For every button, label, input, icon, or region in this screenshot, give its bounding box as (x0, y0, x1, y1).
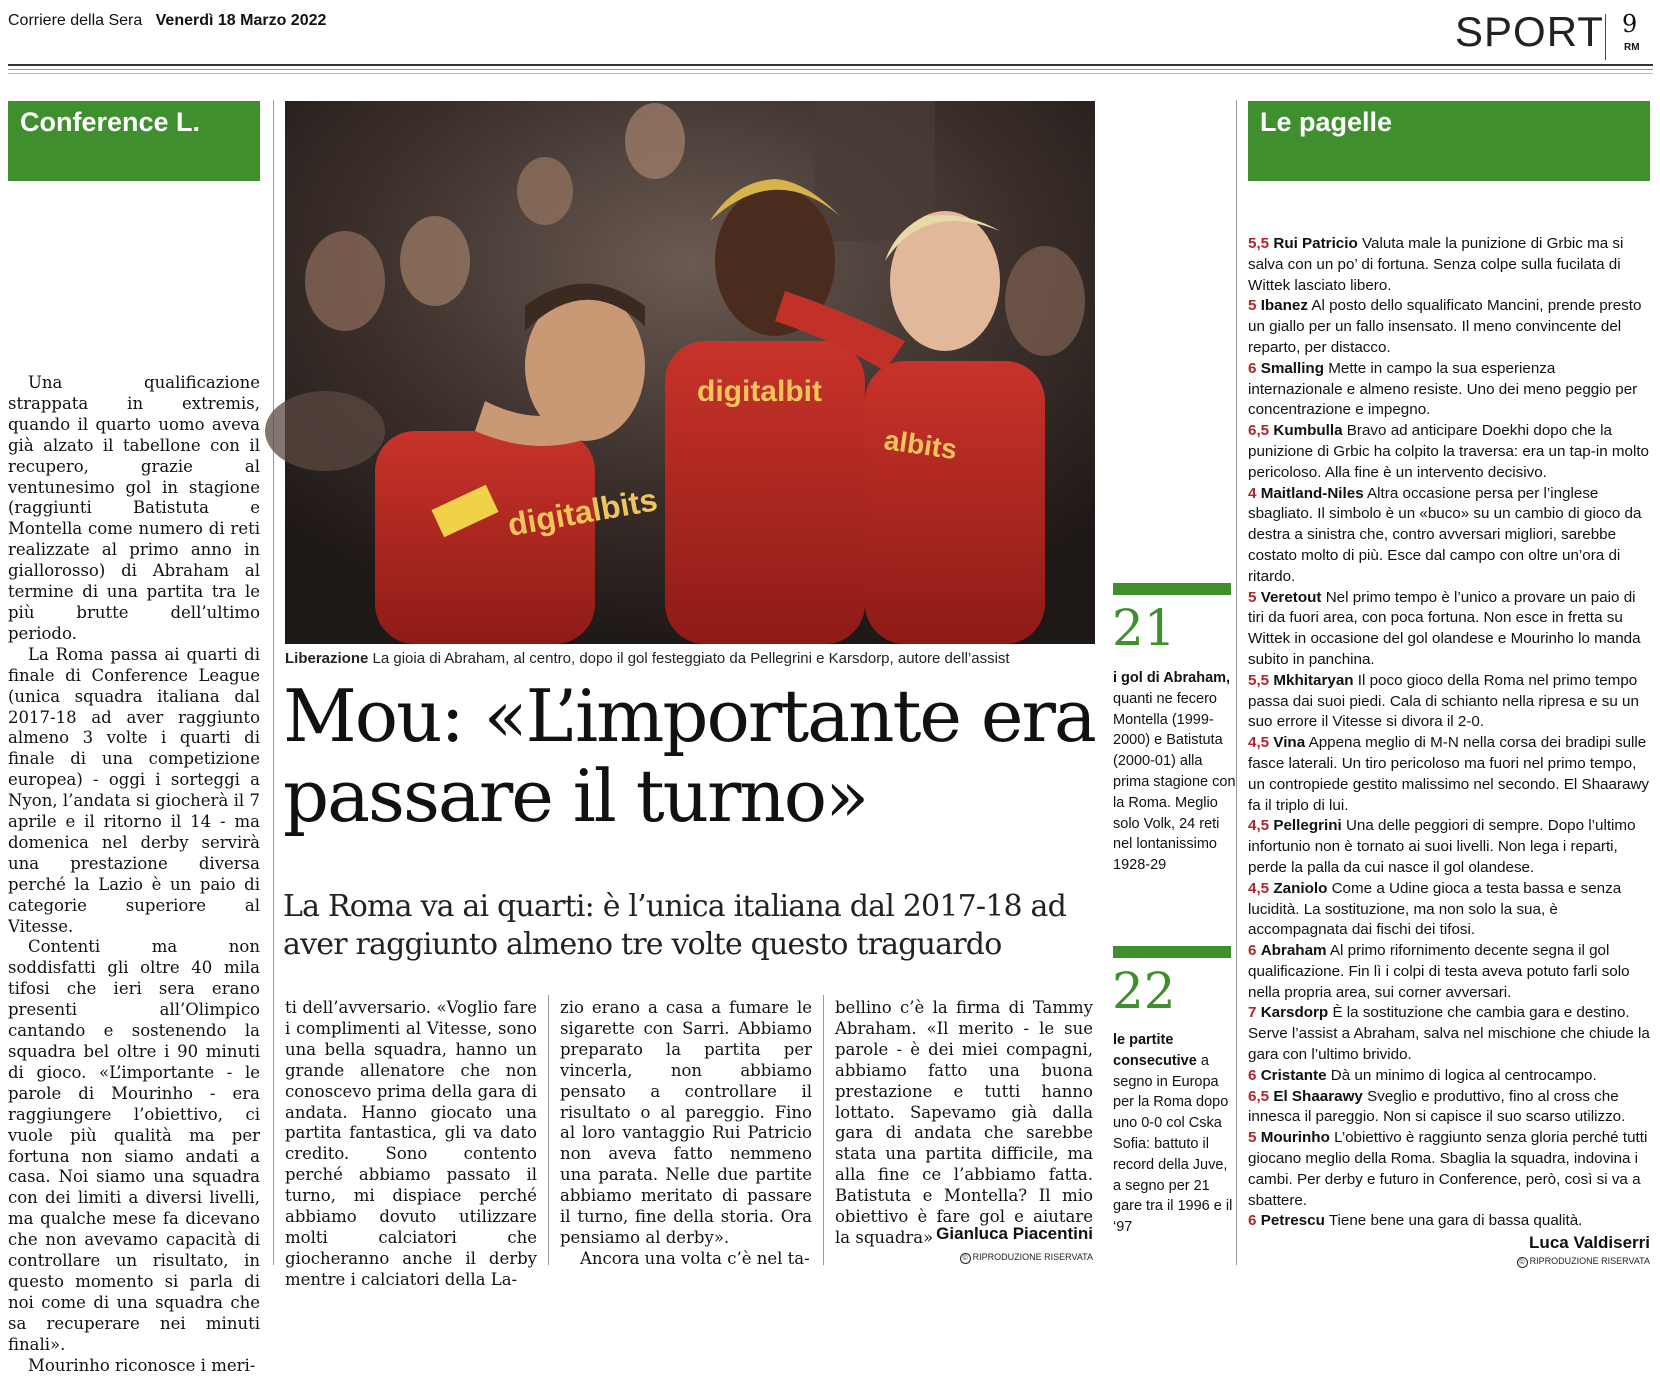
rating-item (1248, 671, 1650, 733)
rating-item (1248, 1003, 1650, 1065)
article-column-1 (8, 373, 260, 1375)
jersey-sponsor-right: albits (882, 424, 959, 466)
rating-item (1248, 733, 1650, 816)
jersey-sponsor-left: digitalbits (504, 481, 661, 543)
rating-player: El Shaarawy (1273, 1087, 1363, 1105)
rating-score: 6 (1248, 1066, 1257, 1084)
rating-player: Abraham (1260, 942, 1327, 960)
rating-player: Maitland-Niles (1260, 484, 1364, 502)
rating-item (1248, 234, 1650, 296)
header-rule (8, 69, 1653, 70)
rating-text: Il poco gioco della Roma nel primo tempo passa dai suoi piedi. Cala di schianto nella ripresa e su un suo errore il Vitesse si divora il 2-0. (1248, 671, 1639, 731)
rating-player: Vina (1273, 734, 1306, 752)
edition-code: RM (1624, 42, 1640, 53)
rating-player: Smalling (1260, 359, 1324, 377)
rating-score: 6 (1248, 1212, 1257, 1230)
rating-text: L’obiettivo è raggiunto senza gloria perché tutti giocano meglio della Roma. Sbaglia la squadra, indovina i cambi. Per derby e futuro in Conference, però, così si va a sbattere. (1248, 1129, 1648, 1209)
celebration-photo (285, 101, 1095, 644)
rating-text: Mette in campo la sua esperienza internazionale e almeno resiste. Uno dei meno peggio per concentrazione e impegno. (1248, 359, 1638, 419)
rating-text: È la sostituzione che cambia gara e destino. Serve l’assist a Abraham, salva nel mischione che chiude la gara con l’ultimo brivido. (1248, 1004, 1650, 1064)
rating-player: Kumbulla (1273, 422, 1343, 440)
caption-label: Liberazione (285, 650, 369, 667)
rating-player: Petrescu (1260, 1212, 1325, 1230)
headline: Mou: «L’importante era passare il turno» (283, 674, 1095, 838)
rating-item (1248, 359, 1650, 421)
stat-number: 22 (1112, 962, 1176, 1020)
rating-player: Mourinho (1260, 1129, 1330, 1147)
rating-text: Come a Udine gioca a testa bassa e senza lucidità. La sostituzione, ma non solo la sua, è accompagnata dai fischi dei tifosi. (1248, 879, 1622, 939)
rating-score: 4,5 (1248, 817, 1270, 835)
rating-player: Mkhitaryan (1273, 671, 1354, 689)
masthead-line (8, 12, 326, 30)
rating-text: Al primo rifornimento decente segna il gol qualificazione. Fin lì i colpi di testa aveva potuto farli solo nella propria area, sui corner avversari. (1248, 942, 1630, 1001)
copyright-icon: © (1517, 1257, 1528, 1268)
rating-player: Veretout (1260, 588, 1322, 606)
header-divider (1605, 14, 1606, 60)
jersey-sponsor-center: digitalbit (697, 375, 822, 408)
rating-item (1248, 588, 1650, 671)
rating-score: 6 (1248, 942, 1257, 960)
copyright-text: RIPRODUZIONE RISERVATA (972, 1252, 1093, 1262)
rating-text: Al posto dello squalificato Mancini, prende presto un giallo per un fallo insensato. Il meno convincente del reparto, per distacco. (1248, 297, 1642, 356)
paragraph: Una qualificazione strappata in extremis, quando il quarto uomo aveva già alzato il tabellone con il recupero, grazie al ventunesimo gol in stagione (raggiunti Batistuta e Montella come numero di reti realizzate al primo anno in giallorosso) di Abraham al termine di una partita tra le più brutte dell’ultimo periodo. (8, 373, 260, 643)
page-number: 9 (1622, 10, 1638, 38)
rating-item (1248, 941, 1650, 1003)
header-rule (8, 64, 1653, 66)
rating-item (1248, 1066, 1650, 1087)
rating-item (1248, 296, 1650, 358)
section-tag-label: Conference L. (20, 107, 201, 137)
copyright-text: RIPRODUZIONE RISERVATA (1529, 1256, 1650, 1266)
rating-text: Tiene bene una gara di bassa qualità. (1328, 1212, 1583, 1230)
paragraph: Mourinho riconosce i meri- (28, 1355, 256, 1375)
rating-text: Altra occasione persa per l’inglese sbagliato. Il simbolo è un «buco» su un cambio di gioco da destra a sinistra che, contro avversari migliori, sarebbe costato molto di più. Esce dal campo con oltre un’ora di ritardo. (1248, 484, 1642, 585)
rating-item (1248, 1128, 1650, 1211)
stat-text: a segno in Europa per la Roma dopo uno 0-0 col Cska Sofia: battuto il record della Juve, a segno per 21 gare tra il 1996 e il ‘97 (1113, 1052, 1233, 1236)
ratings-copyright (1248, 1256, 1650, 1268)
rating-text: Valuta male la punizione di Grbic ma si salva con un po’ di fortuna. Senza colpe sulla fucilata di Wittek lasciato libero. (1248, 235, 1624, 294)
paragraph: Ancora una volta c’è nel ta- (580, 1248, 810, 1268)
stat-number: 21 (1112, 599, 1176, 657)
rating-score: 4,5 (1248, 734, 1270, 752)
article-copyright (835, 1252, 1093, 1264)
rating-score: 5,5 (1248, 671, 1270, 689)
stat-description (1113, 668, 1238, 876)
rating-score: 5 (1248, 1129, 1257, 1147)
rating-text: Una delle peggiori di sempre. Dopo l’ultimo infortunio non è tornato ai suoi livelli. Non lega i reparti, perde la palla da cui nasce il gol olandese. (1248, 817, 1636, 876)
photo-caption (285, 650, 1095, 668)
article-column-3 (560, 998, 812, 1268)
caption-text: La gioia di Abraham, al centro, dopo il gol festeggiato da Pellegrini e Karsdorp, autore dell’assist (372, 650, 1010, 667)
stat-bold-lead: le partite consecutive (1113, 1032, 1197, 1069)
rating-player: Ibanez (1260, 297, 1308, 315)
column-divider (548, 995, 549, 1265)
ratings-byline: Luca Valdiserri (1529, 1233, 1650, 1252)
rating-player: Karsdorp (1260, 1004, 1329, 1022)
article-column-2 (285, 998, 537, 1289)
subheadline: La Roma va ai quarti: è l’unica italiana dal 2017-18 ad aver raggiunto almeno tre volte questo traguardo (283, 889, 1067, 962)
rating-score: 6 (1248, 359, 1257, 377)
section-tag-pagelle (1248, 101, 1650, 181)
paragraph: Contenti ma non soddisfatti gli oltre 40 mila tifosi che ieri sera erano presenti all’Olimpico cantando e sostenendo la squadra bel oltre i 90 minuti di gioco. «L’importante - le parole di Mourinho - era raggiungere l’obiettivo, ci vuole più qualità ma per fortuna non siamo andati a casa. Noi siamo una squadra con dei limiti a diversi livelli, ma qualche mese fa dicevano che non avevamo capacità di controllare un risultato, in questo momento si parla di noi come di una squadra che sa recuperare nei minuti finali». (8, 937, 260, 1354)
stat-bar (1113, 946, 1231, 958)
section-tag-label: Le pagelle (1260, 107, 1393, 137)
rating-item (1248, 879, 1650, 941)
rating-player: Cristante (1260, 1066, 1327, 1084)
rating-player: Zaniolo (1273, 879, 1328, 897)
section-tag-conference (8, 101, 260, 181)
stat-text: quanti ne fecero Montella (1999-2000) e Batistuta (2000-01) alla prima stagione con la Roma. Meglio solo Volk, 24 reti nel lontanissimo 1928-29 (1113, 690, 1236, 874)
paragraph: La Roma passa ai quarti di finale di Conference League (unica squadra italiana dal 2017-18 ad aver raggiunto almeno 3 volte i quarti di finale di una competizione europea) - oggi i sorteggi a Nyon, l’andata si giocherà il 7 aprile e il ritorno il 14 - ma domenica nel derby servirà una prestazione diversa perché la Lazio è un paio di categorie superiore al Vitesse. (8, 644, 260, 936)
publication-name: Corriere della Sera (8, 12, 143, 29)
paragraph: zio erano a casa a fumare le sigarette con Sarri. Abbiamo preparato la partita per vincerla, non abbiamo pensato a controllare il risultato o al pareggio. Fino al loro vantaggio Rui Patricio non aveva fatto nemmeno una parata. Nelle due partite abbiamo meritato di passare il turno, fine della storia. Ora pensiamo al derby». (560, 998, 812, 1247)
rating-item (1248, 1087, 1650, 1129)
header-rule (8, 73, 1653, 74)
rating-score: 5 (1248, 588, 1257, 606)
rating-item (1248, 816, 1650, 878)
rating-text: Dà un minimo di logica al centrocampo. (1330, 1066, 1597, 1084)
rating-item (1248, 484, 1650, 588)
stat-bar (1113, 583, 1231, 595)
rating-score: 5,5 (1248, 235, 1270, 252)
rating-player: Rui Patricio (1273, 235, 1358, 252)
rating-text: Bravo ad anticipare Doekhi dopo che la punizione di Grbic ha colpito la traversa: era un tap-in molto pericoloso. Alla fine è un intervento decisivo. (1248, 422, 1649, 481)
stat-description (1113, 1030, 1238, 1238)
rating-score: 5 (1248, 297, 1257, 315)
rating-score: 4,5 (1248, 879, 1270, 897)
paragraph: bellino c’è la firma di Tammy Abraham. «Il merito - le sue parole - è dei miei compagni, abbiamo fatto una buona prestazione e tutti hanno lottato. Sapevamo già dalla gara di andata che sarebbe stata una partita difficile, ma alla fine ce l’abbiamo fatta. Batistuta e Montella? Il mio obiettivo è fare gol e aiutare la squadra» (835, 998, 1093, 1247)
rating-score: 6,5 (1248, 1087, 1270, 1105)
article-byline: Gianluca Piacentini (936, 1224, 1093, 1243)
rating-text: Appena meglio di M-N nella corsa dei bradipi sulle fasce laterali. Un tiro pericoloso ma fuori nel primo tempo, un contropiede gestito malissimo nel secondo. El Shaarawy fa il triplo di lui. (1248, 734, 1650, 814)
rating-item (1248, 421, 1650, 483)
article-photo (285, 101, 1095, 644)
section-title: SPORT (1455, 8, 1604, 55)
column-divider (273, 100, 274, 1265)
rating-score: 6,5 (1248, 422, 1270, 440)
rating-text: Sveglio e produttivo, fino al cross che innesca il pareggio. Non si capisce il suo scarso utilizzo. (1248, 1087, 1626, 1126)
rating-player: Pellegrini (1273, 817, 1342, 835)
rating-text: Nel primo tempo è l’unico a provare un paio di tiri da fuori area, con poca fortuna. Non esce in fretta su Wittek in occasione del gol olandese e Mourinho lo manda subito in panchina. (1248, 588, 1641, 668)
rating-score: 7 (1248, 1004, 1257, 1022)
publication-date: Venerdì 18 Marzo 2022 (155, 12, 327, 29)
stat-bold-lead: i gol di Abraham, (1113, 670, 1231, 686)
rating-item (1248, 1211, 1650, 1232)
column-divider (823, 995, 824, 1265)
copyright-icon: © (960, 1253, 971, 1264)
player-ratings (1248, 234, 1650, 1232)
rating-score: 4 (1248, 484, 1257, 502)
paragraph: ti dell’avversario. «Voglio fare i complimenti al Vitesse, sono una bella squadra, hanno un grande allenatore che non conoscevo prima della gara di andata. Hanno giocato una partita fantastica, gli va dato credito. Sono contento perché abbiamo passato il turno, mi dispiace perché abbiamo dovuto utilizzare molti calciatori che giocheranno anche il derby mentre i calciatori della La- (285, 998, 537, 1289)
